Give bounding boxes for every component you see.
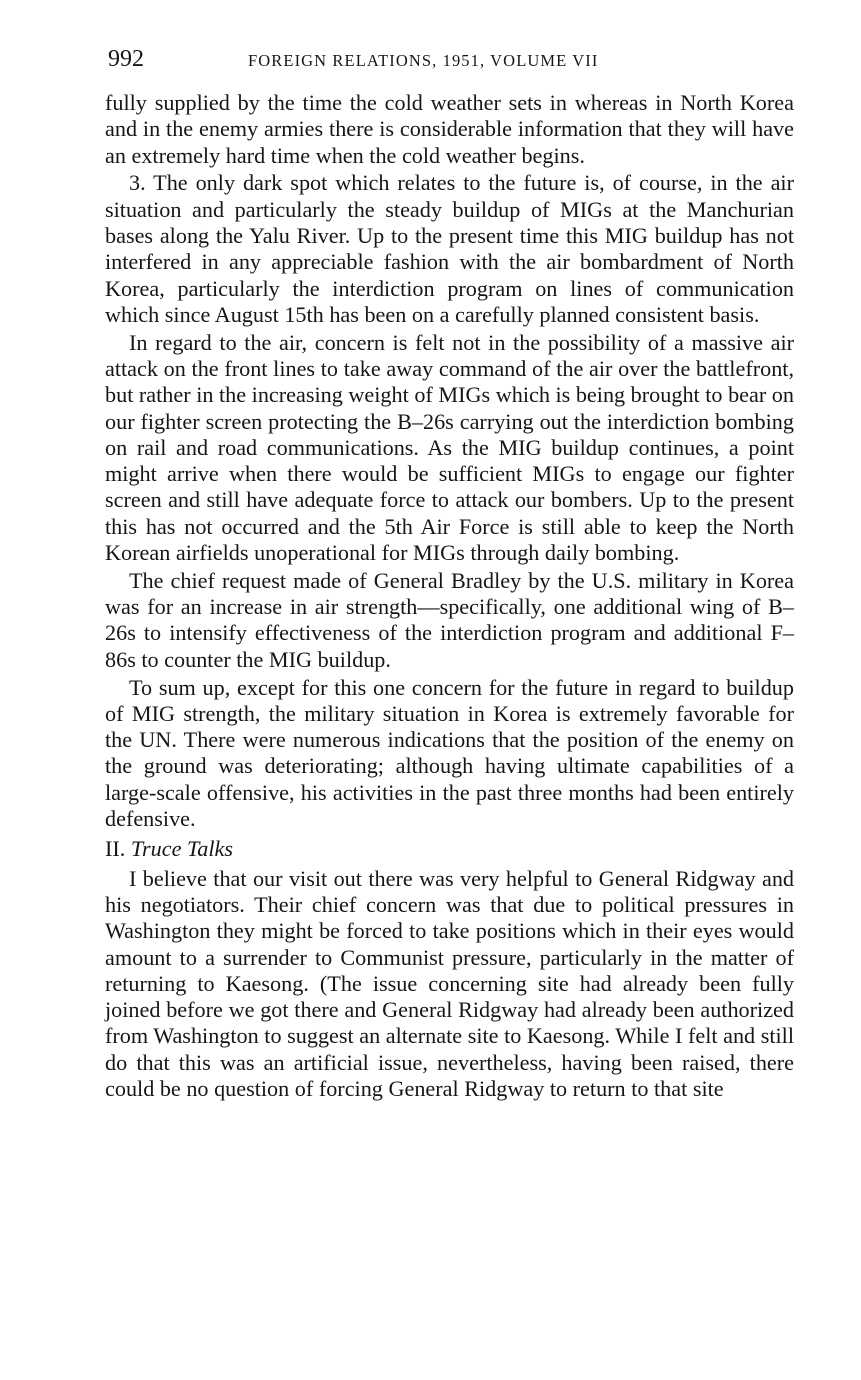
section-heading xyxy=(105,836,794,862)
paragraph: In regard to the air, concern is felt not in the possibility of a massive air attack on the front lines to take away command of the air over the battlefront, but rather in the increasing weight of MIGs which is being brought to bear on our fighter screen protecting the B–26s carrying out the interdiction bombing on rail and road communications. As the MIG buildup continues, a point might arrive when there would be sufficient MIGs to engage our fighter screen and still have adequate force to attack our bombers. Up to the present this has not occurred and the 5th Air Force is still able to keep the North Korean airfields unoperational for MIGs through daily bombing. xyxy=(105,329,794,566)
running-head: FOREIGN RELATIONS, 1951, VOLUME VII xyxy=(248,51,599,70)
paragraph-continuation: fully supplied by the time the cold weather sets in whereas in North Korea and in the enemy armies there is considerable information that they will have an extremely hard time when the cold weather begins. xyxy=(105,90,794,168)
section-title: Truce Talks xyxy=(130,836,234,862)
page-number: 992 xyxy=(108,46,144,72)
paragraph: To sum up, except for this one concern for the future in regard to buildup of MIG strength, the military situation in Korea is extremely favorable for the UN. There were numerous indications that the position of the enemy on the ground was deteriorating; although having ultimate capabilities of a large-scale offensive, his activities in the past three months had been entirely defensive. xyxy=(105,674,794,832)
section-numeral: II. xyxy=(105,836,126,862)
paragraph: The chief request made of General Bradley by the U.S. military in Korea was for an increase in air strength—specifically, one additional wing of B–26s to intensify effectiveness of the interdiction program and additional F–86s to counter the MIG buildup. xyxy=(105,567,794,672)
paragraph: 3. The only dark spot which relates to the future is, of course, in the air situation and particularly the steady buildup of MIGs at the Manchurian bases along the Yalu River. Up to the present time this MIG buildup has not interfered in any appreciable fashion with the air bombardment of North Korea, particularly the interdiction program on lines of communication which since August 15th has been on a carefully planned consistent basis. xyxy=(105,170,794,327)
paragraph: I believe that our visit out there was very helpful to General Ridgway and his negotiators. Their chief concern was that due to political pressures in Washington they might be forced to take positions which in their eyes would amount to a surrender to Communist pressure, particularly in the matter of returning to Kaesong. (The issue concerning site had already been fully joined before we got there and General Ridgway had already been authorized from Washington to suggest an alternate site to Kaesong. While I felt and still do that this was an artificial issue, nevertheless, having been raised, there could be no question of forcing General Ridgway to return to that site xyxy=(105,865,794,1101)
body-text xyxy=(105,90,794,1102)
page-header xyxy=(108,44,798,76)
